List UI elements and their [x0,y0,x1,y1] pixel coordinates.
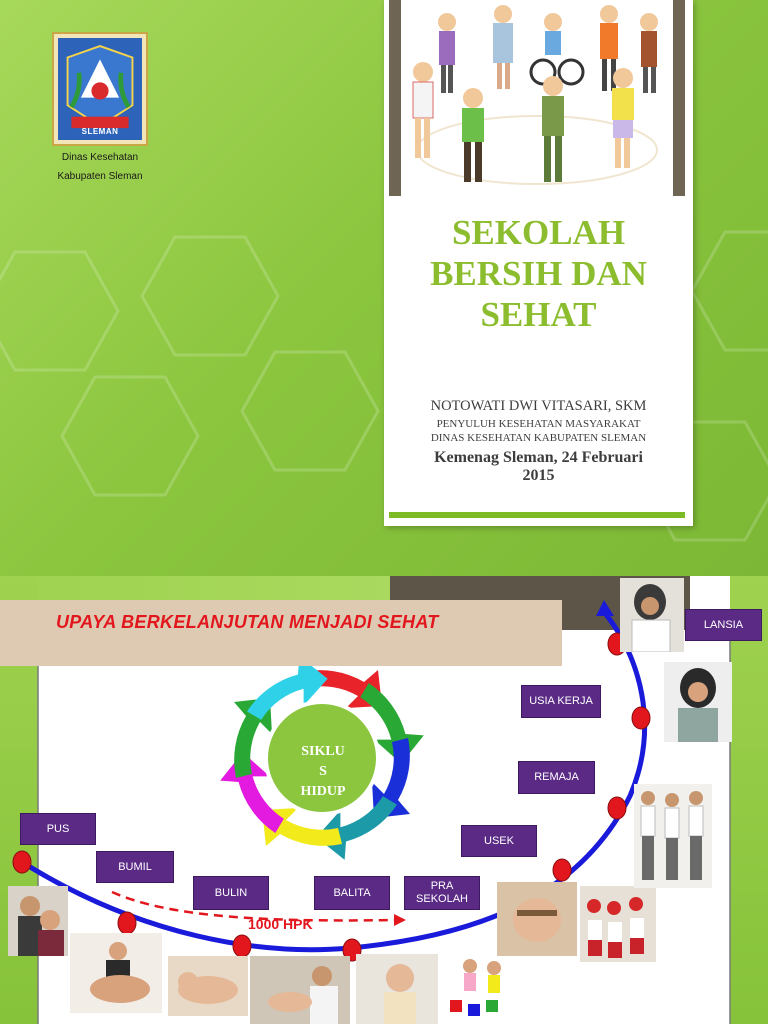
author-name: NOTOWATI DWI VITASARI, SKM [430,398,647,414]
org-name-line2: Kabupaten Sleman [57,171,143,182]
elderly-photo [620,578,684,652]
stage-balita: BALITA [314,876,390,910]
stage-remaja: REMAJA [518,761,595,794]
stage-usek: USEK [461,825,537,857]
child-eye-exam-photo [497,882,577,956]
baby-checkup-photo [250,956,350,1024]
stage-pra-sekolah-line2: SEKOLAH [416,893,468,905]
hexagon-decoration [60,375,200,497]
presentation-title [384,212,693,335]
hexagon-decoration [690,230,768,352]
school-children-photo [580,886,656,962]
children-circle-illustration [401,0,673,196]
stage-bumil: BUMIL [96,851,174,883]
couple-photo [8,886,68,956]
sleman-logo [52,32,148,146]
stage-pus: PUS [20,813,96,845]
event-info [404,449,673,485]
cycle-label-line-1: SIKLU [301,744,345,759]
teenagers-photo [634,784,712,888]
stage-lansia: LANSIA [685,609,762,641]
hpk-label: 1000 HPK [248,916,313,932]
org-name-line1: Dinas Kesehatan [61,152,139,163]
event-line-2: 2015 [522,467,555,484]
newborn-photo [168,956,248,1016]
hexagon-decoration [140,235,280,357]
title-line-1: SEKOLAH [451,213,626,252]
cycle-label-line-3: HIDUP [300,784,346,799]
cycle-center-label [288,742,358,802]
hexagon-decoration [0,250,120,372]
worker-photo [664,662,732,742]
preschool-play-photo [440,952,520,1024]
stage-pra-sekolah-line1: PRA [430,880,454,892]
stage-pra-sekolah [404,876,480,910]
photo-frame [389,0,685,196]
hpk-arrowhead-icon [394,914,406,926]
logo-text: SLEMAN [81,127,119,136]
hexagon-decoration [240,350,380,472]
slide-banner [0,600,562,666]
stage-usia-kerja: USIA KERJA [521,685,601,718]
cycle-label-line-2: S [319,764,327,779]
arc-arrowhead-icon [596,600,614,616]
pregnant-woman-photo [70,933,162,1013]
toddler-photo [356,954,438,1024]
event-line-1: Kemenag Sleman, 24 Februari [434,449,643,466]
accent-bar [389,512,685,518]
banner-title: UPAYA BERKELANJUTAN MENJADI SEHAT [56,612,439,632]
author-role-line2: DINAS KESEHATAN KABUPATEN SLEMAN [430,432,647,444]
children-circle-icon [401,0,673,196]
title-line-2: BERSIH DAN [430,254,647,293]
sleman-regency-emblem-icon [58,38,142,140]
title-line-3: SEHAT [480,295,597,334]
life-cycle-slide [0,576,768,1024]
author-role-line1: PENYULUH KESEHATAN MASYARAKAT [436,418,641,430]
title-card [384,0,693,526]
stage-bulin: BULIN [193,876,269,910]
